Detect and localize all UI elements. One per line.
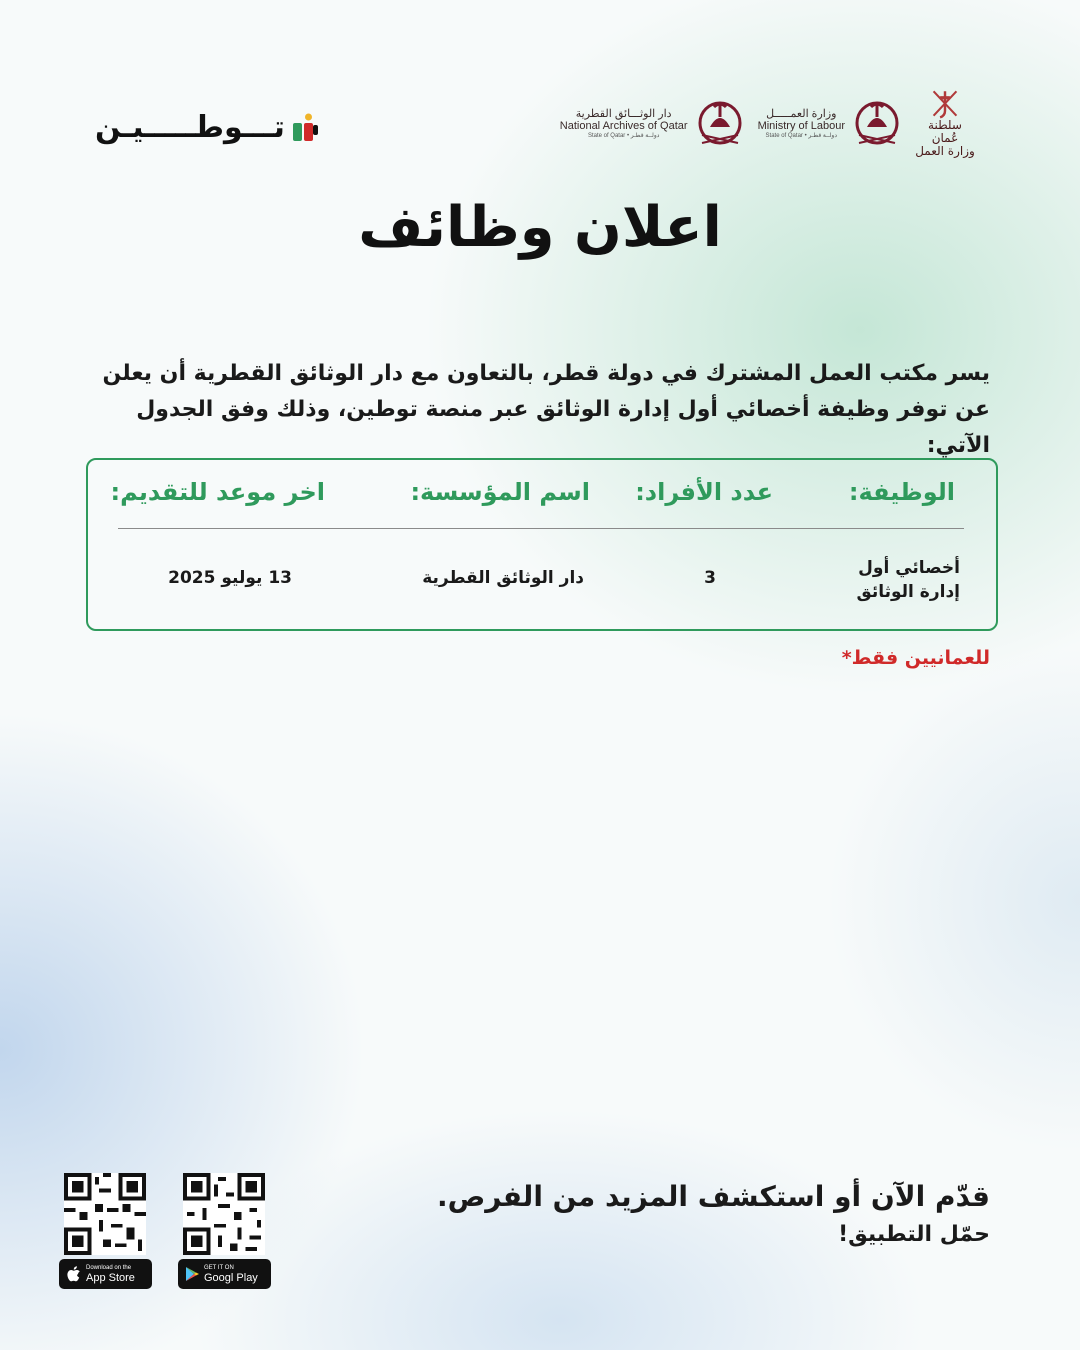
qatar-emblem-icon: [696, 97, 744, 149]
app-store-button[interactable]: [59, 1259, 152, 1289]
google-play-large-text: Googl Play: [204, 1271, 258, 1284]
cta-download: حمّل التطبيق!: [838, 1222, 990, 1247]
brand-name: تـــوطـــــيـن: [95, 110, 285, 145]
ministry-labour-english: Ministry of Labour: [757, 119, 845, 132]
cta-headline: قدّم الآن أو استكشف المزيد من الفرص.: [436, 1180, 990, 1213]
ministry-of-labour-qatar-logo: [758, 97, 901, 149]
oman-ministry-of-labour-logo: [915, 88, 975, 158]
national-archives-english: National Archives of Qatar: [559, 119, 688, 132]
eligibility-note: للعمانيين فقط*: [841, 647, 990, 669]
cell-deadline: 13 يوليو 2025: [168, 568, 292, 588]
header-count: عدد الأفراد:: [635, 478, 773, 506]
app-store-small-text: Download on the: [86, 1264, 132, 1271]
partner-logos: [560, 85, 975, 160]
national-archives-arabic: دار الوثـــائق القطرية: [575, 107, 672, 120]
apple-icon: [67, 1266, 81, 1282]
oman-logo-line1: سلطنة عُمان: [928, 117, 962, 145]
oman-logo-line2: وزارة العمل: [915, 143, 975, 158]
page-title: اعلان وظائف: [358, 195, 722, 260]
app-store-qr-code[interactable]: [64, 1173, 146, 1255]
intro-paragraph: يسر مكتب العمل المشترك في دولة قطر، بالتعاون مع دار الوثائق القطرية أن يعلن عن توفر وظيفة أخصائي أول إدارة الوثائق عبر منصة توطين، وذلك وفق الجدول الآتي:: [102, 361, 990, 458]
cell-job: أخصائي أول إدارة الوثائق: [856, 558, 960, 602]
header-job: الوظيفة:: [848, 478, 955, 506]
national-archives-logo: [560, 97, 744, 149]
oman-khanjar-emblem-icon: [927, 88, 963, 119]
app-store-large-text: App Store: [86, 1271, 135, 1284]
tawteen-mark-icon: [293, 113, 319, 143]
google-play-icon: [186, 1267, 199, 1281]
ministry-labour-arabic: وزارة العمـــــل: [766, 107, 837, 120]
google-play-button[interactable]: [178, 1259, 271, 1289]
google-play-small-text: GET IT ON: [204, 1264, 234, 1271]
qatar-emblem-icon: [853, 97, 901, 149]
header-institution: اسم المؤسسة:: [410, 478, 590, 506]
cell-count: 3: [704, 568, 716, 588]
header-deadline: اخر موعد للتقديم:: [110, 478, 325, 506]
cell-institution: دار الوثائق القطرية: [422, 568, 584, 588]
google-play-qr-code[interactable]: [183, 1173, 265, 1255]
ministry-labour-state: State of Qatar • دولــة قطـر: [765, 132, 837, 139]
national-archives-state: State of Qatar • دولــة قطـر: [587, 132, 660, 139]
tawteen-logo: [95, 105, 319, 150]
table-divider: [118, 528, 964, 529]
